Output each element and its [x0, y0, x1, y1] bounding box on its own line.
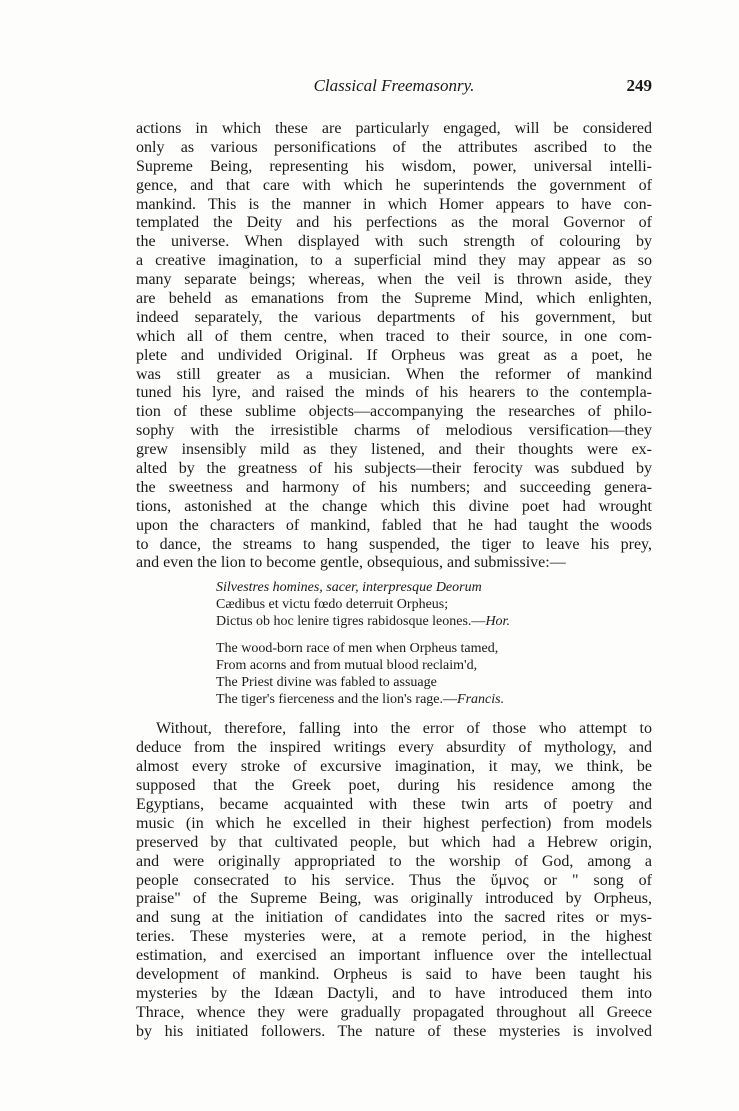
paragraph-gap: [136, 708, 652, 720]
verse-attribution: Hor.: [485, 614, 510, 630]
text-line: preserved by that cultivated people, but which had a Hebrew origin,: [136, 833, 652, 851]
text-line: and even the lion to become gentle, obsequious, and submissive:—: [136, 554, 566, 572]
verse-line: [216, 579, 652, 596]
text-line: gence, and that care with which he superintends the government of: [136, 176, 652, 194]
text-line: plete and undivided Original. If Orpheus was great as a poet, he: [136, 346, 652, 364]
body-text: [136, 120, 652, 1042]
text-line: are beheld as emanations from the Supreme Mind, which enlighten,: [136, 290, 652, 308]
text-line: tuned his lyre, and raised the minds of his hearers to the contempla-: [136, 384, 652, 402]
text-line: alted by the greatness of his subjects—their ferocity was subdued by: [136, 460, 652, 478]
text-line: supposed that the Greek poet, during his residence among the: [136, 777, 652, 795]
text-line: indeed separately, the various departments of his government, but: [136, 308, 652, 326]
text-line: tion of these sublime objects—accompanying the researches of philo-: [136, 403, 652, 421]
text-line: actions in which these are particularly engaged, will be considered: [136, 120, 652, 137]
running-title: Classical Freemasonry.: [313, 76, 475, 95]
text-line: templated the Deity and his perfections as the moral Governor of: [136, 214, 652, 232]
text-line: to dance, the streams to hang suspended, the tiger to leave his prey,: [136, 535, 652, 553]
verse-line-text: Silvestres homines, sacer, interpresque Deorum: [216, 580, 482, 596]
text-line: almost every stroke of excursive imagination, it may, we think, be: [136, 758, 652, 776]
verse-line-text: Dictus ob hoc lenire tigres rabidosque leones.—: [216, 614, 486, 630]
verse-line: Cædibus et victu fœdo deterruit Orpheus;: [216, 597, 449, 613]
text-line: deduce from the inspired writings every absurdity of mythology, and: [136, 739, 652, 757]
verse-line: [216, 691, 652, 708]
verse-line: The Priest divine was fabled to assuage: [216, 675, 437, 691]
text-line: development of mankind. Orpheus is said to have been taught his: [136, 965, 652, 983]
paragraph-2: [136, 720, 652, 1041]
text-line: was still greater as a musician. When the reformer of mankind: [136, 365, 652, 383]
text-line: mankind. This is the manner in which Homer appears to have con-: [136, 195, 652, 213]
text-line: which all of them centre, when traced to their source, in one com-: [136, 327, 652, 345]
verse-attribution: Francis.: [457, 692, 505, 708]
text-line: Thrace, whence they were gradually propagated throughout all Greece: [136, 1003, 652, 1021]
text-line: many separate beings; whereas, when the veil is thrown aside, they: [136, 271, 652, 289]
text-line: and sung at the initiation of candidates into the sacred rites or mys-: [136, 909, 652, 927]
text-line: mysteries by the Idæan Dactyli, and to have introduced them into: [136, 984, 652, 1002]
text-line: by his initiated followers. The nature of these mysteries is involved: [136, 1022, 652, 1040]
text-line: Egyptians, became acquainted with these twin arts of poetry and: [136, 795, 652, 813]
verse-line: From acorns and from mutual blood reclaim'd,: [216, 658, 478, 674]
text-line: Supreme Being, representing his wisdom, power, universal intelli-: [136, 157, 652, 175]
text-line: the universe. When displayed with such strength of colouring by: [136, 233, 652, 251]
text-line: and were originally appropriated to the worship of God, among a: [136, 852, 652, 870]
text-line: music (in which he excelled in their highest perfection) from models: [136, 814, 652, 832]
text-line: the sweetness and harmony of his numbers; and succeeding genera-: [136, 478, 652, 496]
text-line: grew insensibly mild as they listened, and their thoughts were ex-: [136, 441, 652, 459]
running-header: [136, 76, 652, 100]
text-line: a creative imagination, to a superficial mind they may appear as so: [136, 252, 652, 270]
verse-line: [216, 613, 652, 630]
verse-line: The wood-born race of men when Orpheus tamed,: [216, 641, 499, 657]
verse-gap: [216, 630, 652, 640]
paragraph-1: [136, 120, 652, 573]
page-number: 249: [626, 76, 652, 95]
text-line: Without, therefore, falling into the error of those who attempt to: [156, 720, 652, 738]
latin-verse: [216, 579, 652, 708]
text-line: estimation, and exercised an important influence over the intellectual: [136, 947, 652, 965]
text-line: sophy with the irresistible charms of melodious versification—they: [136, 422, 652, 440]
text-line: upon the characters of mankind, fabled that he had taught the woods: [136, 516, 652, 534]
verse-line-text: The tiger's fierceness and the lion's rage.—: [216, 692, 458, 708]
text-line: only as various personifications of the attributes ascribed to the: [136, 138, 652, 156]
text-line: teries. These mysteries were, at a remote period, in the highest: [136, 928, 652, 946]
text-line: praise" of the Supreme Being, was originally introduced by Orpheus,: [136, 890, 652, 908]
text-line: tions, astonished at the change which this divine poet had wrought: [136, 497, 652, 515]
text-line: people consecrated to his service. Thus the ὕμνος or " song of: [136, 871, 652, 889]
